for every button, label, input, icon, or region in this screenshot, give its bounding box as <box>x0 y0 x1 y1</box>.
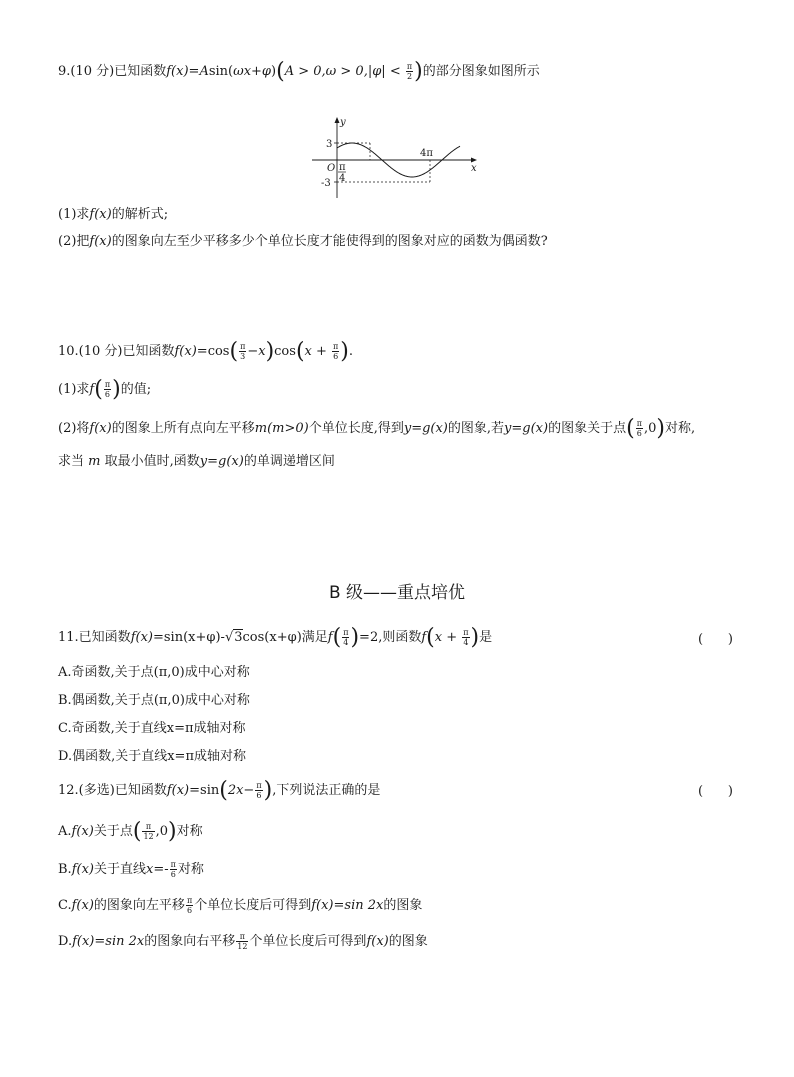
x-tick-4pi: 4π <box>420 148 433 159</box>
q12-stem <box>58 778 381 803</box>
y-axis-arrow <box>335 117 340 123</box>
q11-option-c: C.奇函数,关于直线x=π成轴对称 <box>58 721 246 736</box>
q9-stem-tail: 的部分图象如图所示 <box>422 64 540 79</box>
q11-eq2: =2,则函数 <box>359 630 422 645</box>
q9-eq: = <box>188 64 200 79</box>
q12-optC-label: C. <box>58 898 72 913</box>
q10-frac1-num: π <box>240 342 246 351</box>
q11-paren1-left: ( <box>332 625 342 650</box>
q10-sub2-paren-right: ) <box>656 416 665 441</box>
q10-sub1-pi-over-6 <box>104 380 111 399</box>
q9-paren-right: ) <box>414 59 423 84</box>
q9-sine-graph <box>312 114 482 198</box>
q10-paren1-right: ) <box>265 339 275 364</box>
q11-sqrt-3: 3 <box>234 630 243 645</box>
q9-sin-open: sin( <box>208 64 234 79</box>
q12-optC-text2: 个单位长度后可得到 <box>194 898 312 913</box>
section-title: B 级——重点培优 <box>328 583 466 603</box>
q11-sqrt-sign: √ <box>224 630 234 645</box>
q9-frac-den: 2 <box>406 72 413 81</box>
q10-cos1: =cos <box>196 344 230 359</box>
q12-optA-paren-right: ) <box>168 819 177 844</box>
q9-argument: ωx+φ <box>233 64 272 79</box>
q12-fx: f(x) <box>166 783 190 798</box>
q12-optB-frac-num: π <box>170 860 176 869</box>
q10-sub1-text: (1)求 <box>58 382 90 397</box>
q10-sub2-part-f: 对称, <box>664 421 696 436</box>
q10-sub2-l2-g: y=g(x) <box>199 454 244 469</box>
q10-sub2-m: m <box>254 421 268 436</box>
y-tick-label-neg3: -3 <box>321 178 331 189</box>
q9-sub2-tail: 的图象向左至少平移多少个单位长度才能使得到的图象对应的函数为偶函数? <box>111 234 548 249</box>
q12-optD-end: 的图象 <box>388 934 428 949</box>
q10-sub2-gx: y=g(x) <box>403 421 448 436</box>
q11-frac2-num: π <box>463 628 469 637</box>
q12-optA-frac-num: π <box>142 822 154 832</box>
q10-sub1 <box>58 377 152 402</box>
q12-option-b <box>58 860 204 880</box>
q10-sub2-part-d: 的图象,若 <box>447 421 505 436</box>
q12-paren-right: ) <box>263 778 273 803</box>
q10-sub2-point-tail: ,0 <box>643 421 657 436</box>
q10-sub2-part-b: 的图象上所有点向左平移 <box>111 421 255 436</box>
q11-paren2-right: ) <box>470 625 480 650</box>
q11-frac1-num: π <box>343 628 349 637</box>
q11-answer-blank: ( ) <box>698 632 733 647</box>
q12-optD-frac-den: 12 <box>237 942 248 951</box>
q12-optB-fx: f(x) <box>71 862 94 877</box>
q10-paren2-right: ) <box>340 339 349 364</box>
x-axis-label: x <box>471 163 477 174</box>
y-tick-label-3: 3 <box>326 139 333 150</box>
q12-optB-pi-over-6 <box>170 860 177 879</box>
q10-sub2-pi-over-6 <box>636 419 643 438</box>
q10-sub1-tail: 的值; <box>120 382 152 397</box>
q9-frac-num: π <box>406 62 413 71</box>
q12-inner: 2x− <box>227 783 255 798</box>
q10-stem <box>58 339 354 364</box>
q11-option-d: D.偶函数,关于直线x=π成轴对称 <box>58 749 246 764</box>
q10-sub2-l2-c: 的单调递增区间 <box>243 454 335 469</box>
q11-frac1-den: 4 <box>343 638 349 647</box>
q10-sub2-gx2: y=g(x) <box>504 421 549 436</box>
q11-stem <box>58 625 493 650</box>
q12-option-c <box>58 896 422 916</box>
q9-sub2-fx: f(x) <box>89 234 112 249</box>
q11-x-plus: x + <box>434 630 462 645</box>
q10-stop: . <box>348 344 354 359</box>
q12-pi-over-6 <box>255 781 262 800</box>
q9-sin-close: ) <box>271 64 277 79</box>
q10-fx: f(x) <box>174 344 197 359</box>
q12-frac-den: 6 <box>256 791 262 800</box>
q10-paren2-left: ( <box>295 339 305 364</box>
q12-optA-text: 关于点 <box>93 824 133 839</box>
q10-sub2-frac-den: 6 <box>636 429 642 438</box>
q10-frac1-den: 3 <box>240 352 246 361</box>
q9-sub2-text: (2)把 <box>58 234 90 249</box>
q11-pi-over-4 <box>342 628 349 647</box>
q10-stem-text: 10.(10 分)已知函数 <box>58 344 175 359</box>
q10-sub1-frac-num: π <box>104 380 111 389</box>
q12-optC-end: 的图象 <box>383 898 423 913</box>
q10-x-plus: x + <box>304 344 332 359</box>
q12-paren-left: ( <box>219 778 228 803</box>
q10-sub2-l2-m: m <box>88 454 101 469</box>
q9-fx: f(x) <box>166 64 189 79</box>
q10-sub2-part-c: 个单位长度,得到 <box>308 421 404 436</box>
q12-answer-blank: ( ) <box>698 784 733 799</box>
q9-stem-text: 9.(10 分)已知函数 <box>58 64 167 79</box>
q11-fx: f(x) <box>130 630 153 645</box>
q10-sub2-paren-left: ( <box>626 416 635 441</box>
q12-optC-frac-num: π <box>186 896 193 905</box>
y-axis-label: y <box>340 117 346 128</box>
q11-option-b: B.偶函数,关于点(π,0)成中心对称 <box>58 693 250 708</box>
q10-sub2-text: (2)将 <box>58 421 90 436</box>
q12-optA-frac-den: 12 <box>143 832 154 841</box>
q12-optD-frac-num: π <box>236 932 248 942</box>
q9-sub1-text: (1)求 <box>58 207 90 222</box>
q12-option-d <box>58 932 428 952</box>
q12-optA-paren-left: ( <box>132 819 142 844</box>
origin-label: O <box>327 163 336 174</box>
x-tick-pi-den: 4 <box>339 173 346 184</box>
q12-optB-frac-den: 6 <box>170 870 176 879</box>
q12-eq: =sin <box>189 783 220 798</box>
q12-optD-pi-over-12 <box>236 932 248 951</box>
q12-frac-num: π <box>256 781 262 790</box>
q9-sub1-tail: 的解析式; <box>111 207 169 222</box>
q11-stem-text: 11.已知函数 <box>58 630 131 645</box>
q12-optA-tail: ,0 <box>155 824 169 839</box>
q11-paren2-left: ( <box>426 625 435 650</box>
q12-optD-text: 的图象向右平移 <box>144 934 236 949</box>
q11-f2: f <box>421 630 427 645</box>
q11-paren1-right: ) <box>350 625 360 650</box>
q10-sub2-line1 <box>58 416 696 441</box>
q9-sub1-fx: f(x) <box>89 207 112 222</box>
q12-optD-text2: 个单位长度后可得到 <box>249 934 367 949</box>
q12-optB-x: x=- <box>146 862 169 877</box>
q12-optC-text: 的图象向左平移 <box>93 898 185 913</box>
q10-sub2-l2-a: 求当 <box>58 454 85 469</box>
q11-f: f <box>327 630 333 645</box>
q10-sub2-frac-num: π <box>636 419 642 428</box>
q11-eq: =sin(x+φ)- <box>152 630 225 645</box>
q9-sub2 <box>58 232 548 252</box>
q10-frac2-num: π <box>333 342 339 351</box>
q10-sub1-paren-left: ( <box>94 377 103 402</box>
q12-optD-fx: f(x) <box>366 934 389 949</box>
q10-sub1-paren-right: ) <box>112 377 121 402</box>
q9-pi-over-2 <box>406 62 413 81</box>
q10-cos2: cos <box>274 344 296 359</box>
q10-pi-over-6 <box>332 342 339 361</box>
q12-optB-label: B. <box>58 862 72 877</box>
q10-sub2-fx: f(x) <box>89 421 112 436</box>
q12-optC-frac-den: 6 <box>187 906 193 915</box>
q11-pi-over-4-b <box>462 628 469 647</box>
q12-optA-end: 对称 <box>176 824 203 839</box>
q10-sub2-l2-b: 取最小值时,函数 <box>104 454 200 469</box>
q10-sub2-mcond: (m>0) <box>267 421 309 436</box>
q11-shi: 是 <box>479 630 493 645</box>
q12-optC-fx: f(x) <box>71 898 94 913</box>
q12-optB-end: 对称 <box>177 862 204 877</box>
q10-minus-x: −x <box>247 344 266 359</box>
q11-cos-part: cos(x+φ)满足 <box>242 630 328 645</box>
q10-frac2-den: 6 <box>333 352 339 361</box>
q10-pi-over-3 <box>239 342 246 361</box>
q12-optB-text: 关于直线 <box>93 862 146 877</box>
q12-option-a <box>58 819 203 844</box>
q10-sub1-frac-den: 6 <box>104 390 110 399</box>
q10-sub1-f: f <box>89 382 95 397</box>
q12-stem-text: 12.(多选)已知函数 <box>58 783 167 798</box>
q10-paren1-left: ( <box>229 339 239 364</box>
q12-optD-eq: f(x)=sin 2x <box>72 934 145 949</box>
q12-optC-pi-over-6 <box>186 896 193 915</box>
q9-condition: A > 0,ω > 0,|φ| < <box>284 64 405 79</box>
q12-stem-tail: ,下列说法正确的是 <box>272 783 381 798</box>
q9-paren-left: ( <box>276 59 285 84</box>
q12-optA-fx: f(x) <box>71 824 94 839</box>
q9-amplitude: A <box>199 64 209 79</box>
q10-sub2-part-e: 的图象关于点 <box>548 421 627 436</box>
x-axis-arrow <box>471 158 477 163</box>
q10-sub2-line2 <box>58 452 335 472</box>
q12-optC-eq: f(x)=sin 2x <box>311 898 384 913</box>
q12-optD-label: D. <box>58 934 73 949</box>
q12-optA-label: A. <box>58 824 72 839</box>
q9-sub1 <box>58 205 168 225</box>
q11-frac2-den: 4 <box>463 638 469 647</box>
q11-option-a: A.奇函数,关于点(π,0)成中心对称 <box>58 665 250 680</box>
q12-optA-pi-over-12 <box>142 822 154 841</box>
x-tick-pi-num: π <box>339 162 346 173</box>
q9-stem <box>58 59 540 84</box>
